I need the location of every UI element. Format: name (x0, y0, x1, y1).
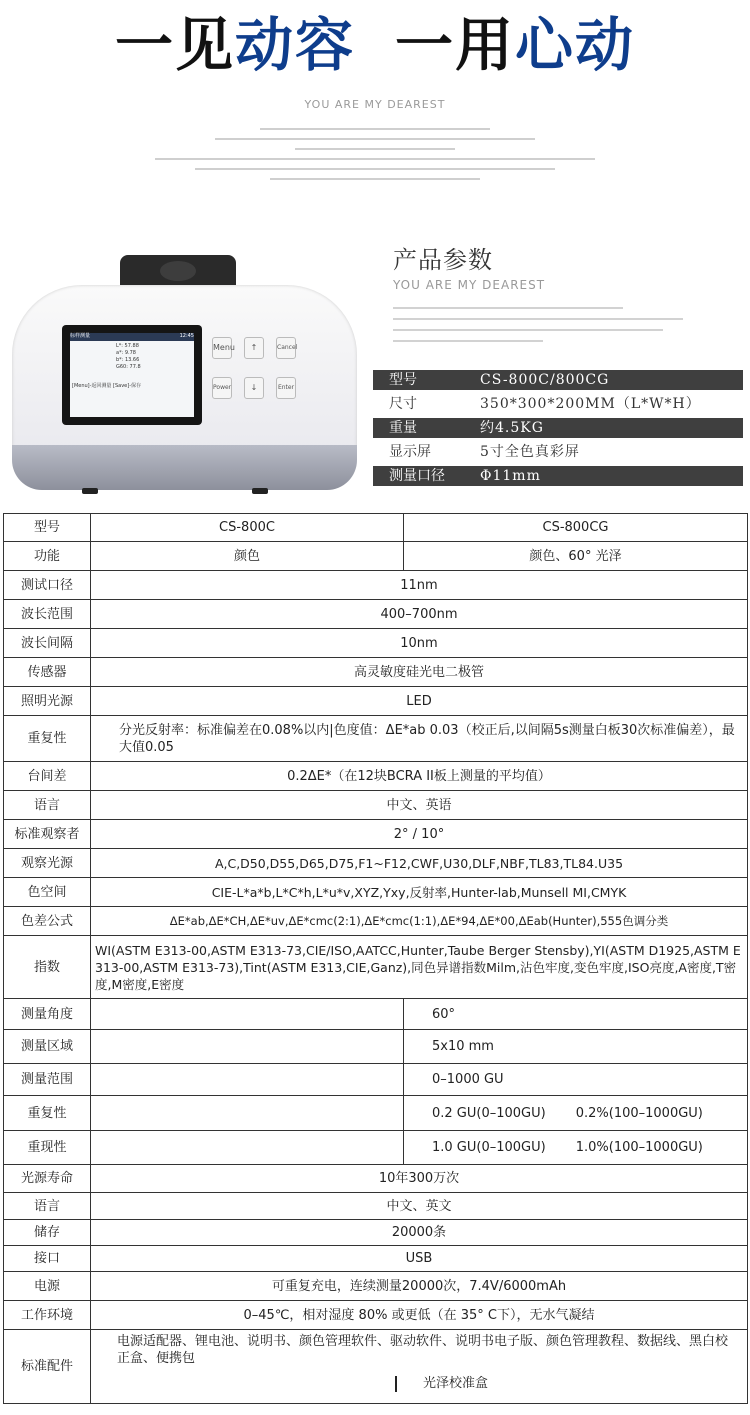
table-row (4, 1064, 748, 1096)
cell-value: 5x10 mm (404, 1030, 748, 1064)
cell-empty (91, 1131, 404, 1165)
decorative-text-lines (393, 298, 683, 342)
device-key-power: Power (212, 377, 232, 399)
cell-value: 0–1000 GU (404, 1064, 748, 1096)
device-key-up: ↑ (244, 337, 264, 359)
row-label: 重复性 (4, 1096, 91, 1131)
table-row (4, 1096, 748, 1131)
device-foot (82, 488, 98, 494)
device-key-menu: Menu (212, 337, 232, 359)
table-row (4, 687, 748, 716)
table-row (4, 849, 748, 878)
table-row (4, 878, 748, 907)
headline (0, 10, 750, 80)
table-row (4, 1193, 748, 1220)
table-row (4, 762, 748, 791)
table-row (4, 791, 748, 820)
cell-value: WI(ASTM E313-00,ASTM E313-73,CIE/ISO,AATCC,Hunter,Taube Berger Stensby),YI(ASTM D1925,ASTM E313-00,ASTM E313-73),Tint(ASTM E313,CIE,Ganz),同色异谱指数Milm,沾色牢度,变色牢度,ISO亮度,A密度,T密度,M密度,E密度 (91, 936, 748, 999)
lcd-reading: b*: 13.66 (116, 357, 140, 363)
cell-value: 60° (404, 999, 748, 1030)
cell-model: CS-800C (91, 514, 404, 542)
row-label: 标准配件 (4, 1330, 91, 1404)
table-row (4, 571, 748, 600)
table-row (4, 1220, 748, 1246)
row-label: 指数 (4, 936, 91, 999)
cell-empty (91, 1096, 404, 1131)
table-row (4, 1272, 748, 1301)
device-key-cancel: Cancel (276, 337, 296, 359)
cell-value: 10年300万次 (91, 1165, 748, 1193)
headline-part: 动容 (234, 11, 355, 79)
lcd-title: 标样测量 (70, 333, 91, 339)
row-label: 重复性 (4, 716, 91, 762)
row-label: 传感器 (4, 658, 91, 687)
accessory-gloss: 光泽校准盒 (423, 1376, 489, 1391)
lcd-footer: [Menu]-返回测量 [Save]-保存 (72, 383, 142, 389)
spec-label: 尺寸 (389, 396, 417, 412)
cell-empty (91, 999, 404, 1030)
gloss-value: 1.0 GU(0–100GU) (432, 1140, 546, 1155)
table-row (4, 907, 748, 936)
cell-value (91, 1330, 748, 1404)
row-label: 测量区域 (4, 1030, 91, 1064)
lcd-reading: a*: 9.78 (116, 350, 136, 356)
cell-value: 分光反射率：标准偏差在0.08%以内|色度值：ΔE*ab 0.03（校正后,以间隔5s测量白板30次标准偏差），最大值0.05 (91, 716, 748, 762)
cell-value: 2° / 10° (91, 820, 748, 849)
device-lcd (70, 333, 194, 417)
spec-row (373, 466, 743, 486)
device-key-down: ↓ (244, 377, 264, 399)
row-label: 台间差 (4, 762, 91, 791)
table-row (4, 1165, 748, 1193)
accessory-list: 电源适配器、锂电池、说明书、颜色管理软件、驱动软件、说明书电子版、颜色管理教程、数据线、黑白校正盒、便携包 (117, 1334, 729, 1366)
hero-section (0, 0, 750, 505)
row-label: 接口 (4, 1246, 91, 1272)
row-label: 波长范围 (4, 600, 91, 629)
cell-value: ΔE*ab,ΔE*CH,ΔE*uv,ΔE*cmc(2:1),ΔE*cmc(1:1),ΔE*94,ΔE*00,ΔEab(Hunter),555色调分类 (91, 907, 748, 936)
spec-value: 5寸全色真彩屏 (480, 444, 580, 460)
hero-tagline: YOU ARE MY DEAREST (304, 98, 446, 111)
lcd-time: 12:45 (179, 333, 194, 339)
gloss-value: 0.2%(100–1000GU) (575, 1105, 703, 1121)
spec-label: 型号 (389, 372, 417, 388)
cell-value: A,C,D50,D55,D65,D75,F1~F12,CWF,U30,DLF,NBF,TL83,TL84.U35 (91, 849, 748, 878)
lcd-reading: L*: 57.88 (116, 343, 139, 349)
row-label: 测试口径 (4, 571, 91, 600)
row-label: 标准观察者 (4, 820, 91, 849)
row-label: 工作环境 (4, 1301, 91, 1330)
cell-value: USB (91, 1246, 748, 1272)
cell-value: 颜色 (91, 542, 404, 571)
row-label: 电源 (4, 1272, 91, 1301)
cell-model: CS-800CG (404, 514, 748, 542)
table-row (4, 1246, 748, 1272)
table-row (4, 600, 748, 629)
spec-label: 重量 (389, 420, 417, 436)
table-row (4, 1330, 748, 1404)
cell-value: 20000条 (91, 1220, 748, 1246)
spec-tagline: YOU ARE MY DEAREST (393, 278, 546, 292)
device-illustration (12, 245, 357, 500)
cell-value: CIE-L*a*b,L*C*h,L*u*v,XYZ,Yxy,反射率,Hunter-lab,Munsell MI,CMYK (91, 878, 748, 907)
spec-value: 350*300*200MM（L*W*H） (480, 396, 701, 412)
cell-empty (91, 1064, 404, 1096)
row-label: 色差公式 (4, 907, 91, 936)
row-label: 光源寿命 (4, 1165, 91, 1193)
table-row (4, 629, 748, 658)
table-row (4, 514, 748, 542)
cell-value: 颜色、60° 光泽 (404, 542, 748, 571)
spec-value: CS-800C/800CG (480, 372, 610, 388)
device-key-enter: Enter (276, 377, 296, 399)
row-label: 重现性 (4, 1131, 91, 1165)
table-row (4, 936, 748, 999)
cell-value (404, 1131, 748, 1165)
spec-value: 约4.5KG (480, 420, 544, 436)
gloss-value: 1.0%(100–1000GU) (575, 1140, 703, 1155)
device-foot (252, 488, 268, 494)
spec-label: 测量口径 (389, 468, 445, 484)
spec-value: Φ11mm (480, 468, 541, 484)
cell-value: 10nm (91, 629, 748, 658)
row-label: 储存 (4, 1220, 91, 1246)
table-row (4, 716, 748, 762)
headline-part: 心动 (515, 11, 636, 79)
table-row (4, 658, 748, 687)
table-row (4, 1030, 748, 1064)
spec-label: 显示屏 (389, 444, 431, 460)
device-base (12, 445, 357, 490)
spec-row (373, 442, 743, 462)
lcd-reading: G60: 77.8 (116, 364, 141, 370)
row-label: 测量范围 (4, 1064, 91, 1096)
gloss-value: 0.2 GU(0–100GU) (432, 1105, 546, 1121)
cell-value: 0–45℃，相对湿度 80% 或更低（在 35° C下），无水气凝结 (91, 1301, 748, 1330)
table-row (4, 542, 748, 571)
row-label: 照明光源 (4, 687, 91, 716)
decorative-text-lines (145, 120, 605, 180)
row-label: 语言 (4, 1193, 91, 1220)
spec-table (3, 513, 748, 1404)
cell-value (404, 1096, 748, 1131)
device-screen (62, 325, 202, 425)
table-row (4, 1301, 748, 1330)
headline-part: 一见 (114, 11, 235, 79)
row-label: 色空间 (4, 878, 91, 907)
cell-value: 中文、英语 (91, 791, 748, 820)
table-row (4, 1131, 748, 1165)
cell-value: 11nm (91, 571, 748, 600)
row-label: 观察光源 (4, 849, 91, 878)
cell-value: 可重复充电，连续测量20000次，7.4V/6000mAh (91, 1272, 748, 1301)
headline-part: 一用 (395, 11, 516, 79)
cell-value: 高灵敏度硅光电二极管 (91, 658, 748, 687)
cell-value: LED (91, 687, 748, 716)
spec-row (373, 370, 743, 390)
table-row (4, 820, 748, 849)
row-label: 波长间隔 (4, 629, 91, 658)
table-row (4, 999, 748, 1030)
cell-value: 400–700nm (91, 600, 748, 629)
spec-row (373, 394, 743, 414)
cell-value: 中文、英文 (91, 1193, 748, 1220)
cell-value: 0.2ΔE*（在12块BCRA II板上测量的平均值） (91, 762, 748, 791)
spec-row (373, 418, 743, 438)
row-label: 功能 (4, 542, 91, 571)
row-label: 型号 (4, 514, 91, 542)
row-label: 语言 (4, 791, 91, 820)
cell-empty (91, 1030, 404, 1064)
row-label: 测量角度 (4, 999, 91, 1030)
spec-title: 产品参数 (393, 246, 493, 274)
